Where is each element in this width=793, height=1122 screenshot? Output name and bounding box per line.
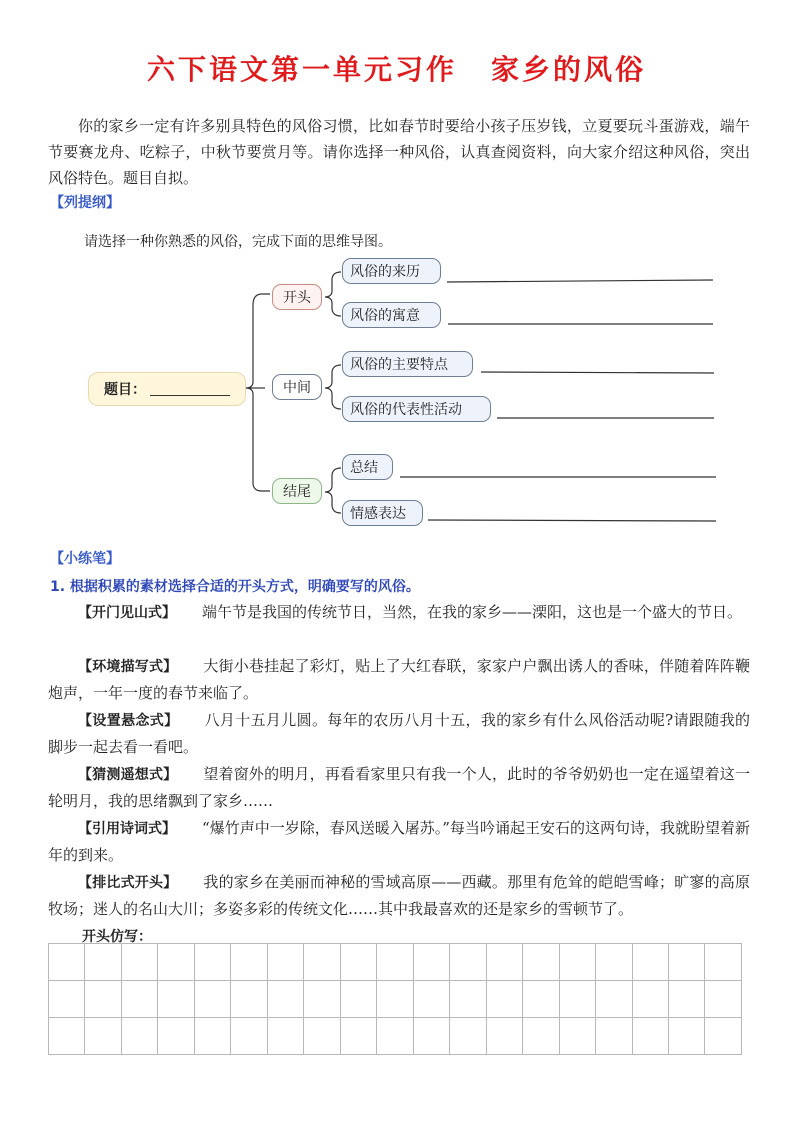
grid-cell[interactable] <box>705 944 742 981</box>
grid-cell[interactable] <box>413 981 449 1018</box>
grid-cell[interactable] <box>705 981 742 1018</box>
grid-row <box>49 981 742 1018</box>
grid-cell[interactable] <box>377 1018 413 1055</box>
example-poetry <box>48 815 750 868</box>
grid-cell[interactable] <box>523 981 559 1018</box>
outline-instruction: 请选择一种你熟悉的风俗，完成下面的思维导图。 <box>84 234 392 250</box>
branch-opening: 开头 <box>272 284 322 310</box>
grid-row <box>49 944 742 981</box>
example-suspense <box>48 707 750 760</box>
grid-cell[interactable] <box>158 944 194 981</box>
example-text: 八月十五月儿圆。每年的农历八月十五，我的家乡有什么风俗活动呢?请跟随我的脚步一起去看一看吧。 <box>48 711 751 756</box>
grid-cell[interactable] <box>596 1018 632 1055</box>
grid-cell[interactable] <box>413 1018 449 1055</box>
grid-cell[interactable] <box>413 944 449 981</box>
example-text: 我的家乡在美丽而神秘的雪域高原——西藏。那里有危耸的皑皑雪峰；旷寥的高原牧场；迷人的名山大川；多姿多彩的传统文化……其中我最喜欢的还是家乡的雪顿节了。 <box>48 873 750 918</box>
practice-heading: 【小练笔】 <box>50 551 120 567</box>
grid-cell[interactable] <box>231 981 267 1018</box>
example-tag: 【引用诗词式】 <box>78 821 177 837</box>
topic-box[interactable] <box>88 372 246 406</box>
grid-cell[interactable] <box>340 981 376 1018</box>
topic-blank[interactable] <box>150 383 230 396</box>
grid-cell[interactable] <box>231 1018 267 1055</box>
grid-cell[interactable] <box>267 1018 303 1055</box>
grid-cell[interactable] <box>267 981 303 1018</box>
title-unit: 六下语文第一单元习作 <box>146 53 457 86</box>
grid-cell[interactable] <box>523 944 559 981</box>
grid-cell[interactable] <box>121 981 157 1018</box>
example-tag: 【环境描写式】 <box>78 659 178 675</box>
leaf-meaning: 风俗的寓意 <box>342 302 441 328</box>
grid-cell[interactable] <box>596 944 632 981</box>
grid-cell[interactable] <box>121 944 157 981</box>
grid-cell[interactable] <box>668 944 704 981</box>
grid-cell[interactable] <box>304 1018 340 1055</box>
grid-cell[interactable] <box>121 1018 157 1055</box>
grid-cell[interactable] <box>158 981 194 1018</box>
grid-cell[interactable] <box>450 1018 486 1055</box>
grid-cell[interactable] <box>85 1018 121 1055</box>
grid-cell[interactable] <box>267 944 303 981</box>
example-tag: 【猜测遥想式】 <box>78 767 178 783</box>
grid-cell[interactable] <box>377 981 413 1018</box>
grid-cell[interactable] <box>632 944 668 981</box>
grid-cell[interactable] <box>559 1018 595 1055</box>
grid-cell[interactable] <box>559 944 595 981</box>
grid-cell[interactable] <box>632 1018 668 1055</box>
grid-cell[interactable] <box>450 944 486 981</box>
leaf-activities: 风俗的代表性活动 <box>342 396 491 422</box>
example-tag: 【排比式开头】 <box>78 875 178 891</box>
title-topic: 家乡的风俗 <box>491 53 647 86</box>
grid-cell[interactable] <box>340 944 376 981</box>
grid-cell[interactable] <box>668 981 704 1018</box>
leaf-origin: 风俗的来历 <box>342 258 441 284</box>
grid-cell[interactable] <box>596 981 632 1018</box>
grid-cell[interactable] <box>340 1018 376 1055</box>
grid-row <box>49 1018 742 1055</box>
grid-cell[interactable] <box>486 981 522 1018</box>
question-1: 1. 根据积累的素材选择合适的开头方式，明确要写的风俗。 <box>50 579 420 595</box>
writing-grid[interactable] <box>48 943 742 1053</box>
example-imagination <box>48 761 750 814</box>
grid-cell[interactable] <box>158 1018 194 1055</box>
grid-cell[interactable] <box>304 981 340 1018</box>
grid-cell[interactable] <box>450 981 486 1018</box>
branch-middle: 中间 <box>272 374 322 400</box>
example-environment <box>48 653 750 706</box>
grid-cell[interactable] <box>85 981 121 1018</box>
grid-cell[interactable] <box>85 944 121 981</box>
mind-map <box>0 255 793 535</box>
grid-cell[interactable] <box>705 1018 742 1055</box>
grid-cell[interactable] <box>304 944 340 981</box>
outline-heading: 【列提纲】 <box>50 195 120 211</box>
example-text: 大街小巷挂起了彩灯，贴上了大红春联，家家户户飘出诱人的香味，伴随着阵阵鞭炮声，一年一度的春节来临了。 <box>48 657 751 702</box>
grid-cell[interactable] <box>559 981 595 1018</box>
example-text: “爆竹声中一岁除，春风送暖入屠苏。”每当吟诵起王安石的这两句诗，我就盼望着新年的到来。 <box>48 819 751 864</box>
grid-cell[interactable] <box>668 1018 704 1055</box>
grid-cell[interactable] <box>194 981 230 1018</box>
grid-cell[interactable] <box>486 1018 522 1055</box>
page-title <box>0 48 793 88</box>
grid-cell[interactable] <box>486 944 522 981</box>
example-text: 望着窗外的明月，再看看家里只有我一个人，此时的爷爷奶奶也一定在遥望着这一轮明月，我的思绪飘到了家乡…… <box>48 765 751 810</box>
grid-cell[interactable] <box>523 1018 559 1055</box>
grid-cell[interactable] <box>632 981 668 1018</box>
leaf-summary: 总结 <box>342 454 393 480</box>
grid-cell[interactable] <box>231 944 267 981</box>
grid-cell[interactable] <box>194 944 230 981</box>
example-text: 端午节是我国的传统节日，当然，在我的家乡——溧阳，这也是一个盛大的节日。 <box>202 603 743 621</box>
grid-cell[interactable] <box>49 981 85 1018</box>
imitate-label: 开头仿写： <box>82 929 152 945</box>
topic-label: 题目： <box>104 382 146 398</box>
branch-ending: 结尾 <box>272 478 322 504</box>
example-direct <box>48 599 750 626</box>
leaf-emotion: 情感表达 <box>342 500 423 526</box>
leaf-features: 风俗的主要特点 <box>342 351 473 377</box>
example-parallelism <box>48 869 750 922</box>
intro-paragraph: 你的家乡一定有许多别具特色的风俗习惯，比如春节时要给小孩子压岁钱，立夏要玩斗蛋游戏，端午节要赛龙舟、吃粽子，中秋节要赏月等。请你选择一种风俗，认真查阅资料，向大家介绍这种风俗，突出风俗特色。题目自拟。 <box>48 117 750 187</box>
grid-cell[interactable] <box>194 1018 230 1055</box>
grid-cell[interactable] <box>377 944 413 981</box>
example-tag: 【设置悬念式】 <box>78 713 179 729</box>
grid-cell[interactable] <box>49 1018 85 1055</box>
grid-cell[interactable] <box>49 944 85 981</box>
example-tag: 【开门见山式】 <box>78 605 176 621</box>
